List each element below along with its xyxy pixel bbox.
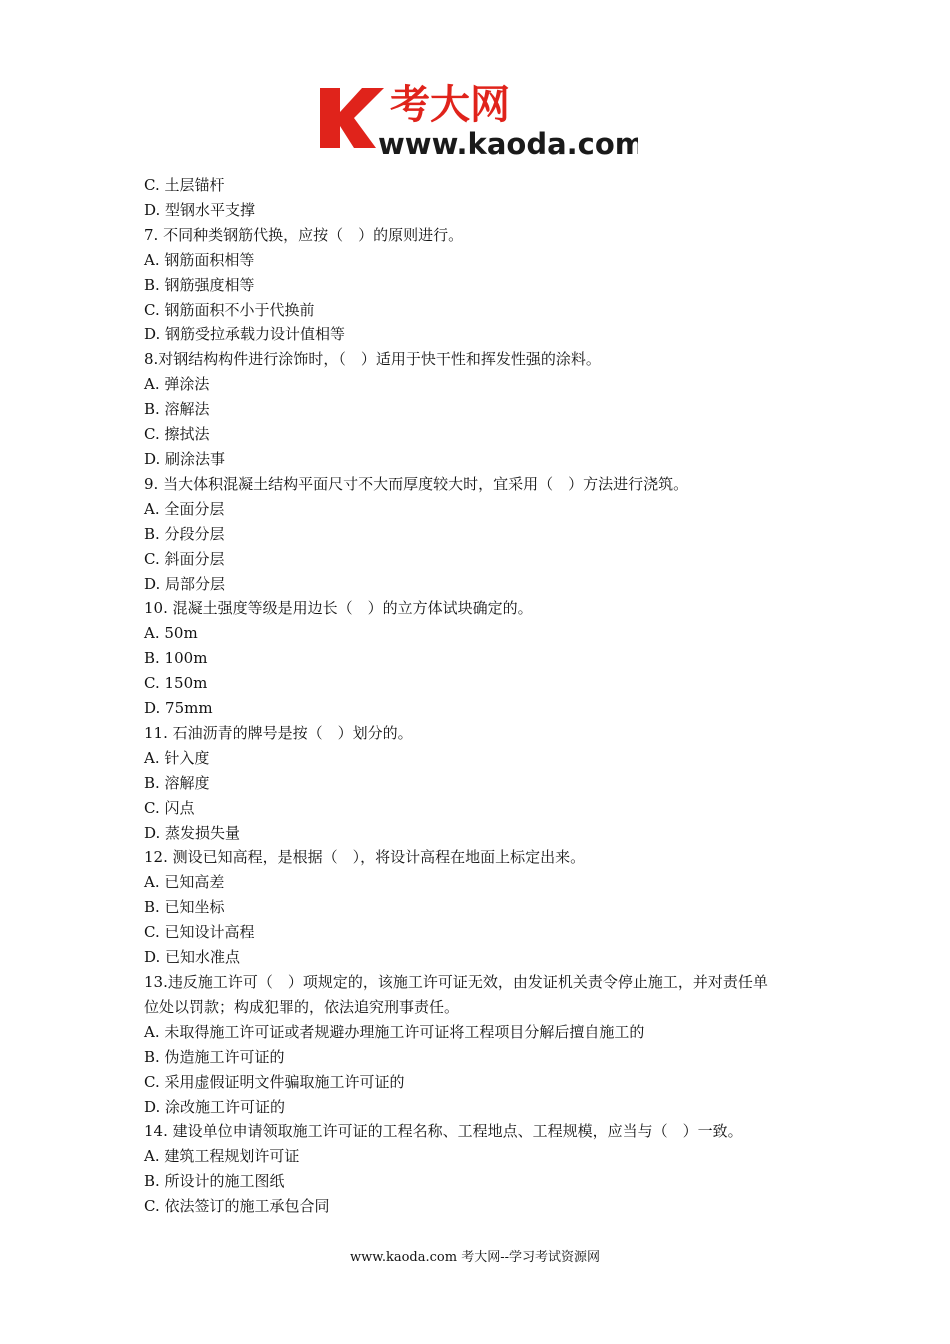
question-line: 11. 石油沥青的牌号是按（ ）划分的。: [144, 723, 413, 742]
option-line: B. 溶解度: [144, 773, 210, 792]
option-line: C. 依法签订的施工承包合同: [144, 1197, 330, 1216]
question-line: 10. 混凝土强度等级是用边长（ ）的立方体试块确定的。: [144, 599, 533, 618]
question-line: 14. 建设单位申请领取施工许可证的工程名称、工程地点、工程规模，应当与（ ）一致。: [144, 1122, 743, 1141]
kaoda-logo: [318, 82, 638, 158]
option-line: D. 蒸发损失量: [144, 823, 241, 842]
question-list: [144, 173, 814, 1219]
page-footer: www.kaoda.com 考大网--学习考试资源网: [350, 1250, 600, 1265]
option-line: C. 采用虚假证明文件骗取施工许可证的: [144, 1072, 405, 1091]
option-line: C. 斜面分层: [144, 549, 225, 568]
logo-brand-cn: 考大网: [390, 82, 510, 128]
option-line: A. 弹涂法: [144, 375, 210, 394]
kaoda-logo-icon: [318, 82, 638, 158]
option-line: A. 50m: [144, 624, 198, 643]
text-line: C. 土层锚杆: [144, 176, 225, 194]
option-line: C. 闪点: [144, 798, 195, 817]
option-line: D. 钢筋受拉承载力设计值相等: [144, 325, 346, 344]
option-line: B. 100m: [144, 649, 208, 668]
option-line: A. 全面分层: [144, 499, 225, 518]
text-line: D. 型钢水平支撑: [144, 200, 256, 219]
option-line: A. 钢筋面积相等: [144, 250, 255, 269]
option-line: B. 溶解法: [144, 400, 210, 419]
question-line: 13.违反施工许可（ ）项规定的，该施工许可证无效，由发证机关责令停止施工，并对责任单: [144, 973, 768, 991]
option-line: B. 所设计的施工图纸: [144, 1172, 285, 1191]
option-line: D. 刷涂法事: [144, 449, 226, 468]
option-line: A. 建筑工程规划许可证: [144, 1147, 300, 1166]
question-line: 12. 测设已知高程，是根据（ ），将设计高程在地面上标定出来。: [144, 848, 586, 867]
question-line: 8.对钢结构构件进行涂饰时，（ ）适用于快干性和挥发性强的涂料。: [144, 350, 601, 369]
option-line: D. 75mm: [144, 699, 213, 718]
option-line: B. 钢筋强度相等: [144, 275, 255, 294]
logo-brand-url: www.kaoda.com: [378, 127, 638, 158]
option-line: D. 已知水准点: [144, 948, 241, 967]
question-line: 9. 当大体积混凝土结构平面尺寸不大而厚度较大时，宜采用（ ）方法进行浇筑。: [144, 474, 689, 493]
question-line-continued: 位处以罚款；构成犯罪的，依法追究刑事责任。: [144, 997, 460, 1016]
option-line: B. 已知坐标: [144, 898, 225, 917]
option-line: D. 局部分层: [144, 574, 226, 593]
option-line: C. 150m: [144, 674, 208, 693]
option-line: C. 钢筋面积不小于代换前: [144, 300, 315, 319]
option-line: B. 分段分层: [144, 524, 225, 543]
option-line: D. 涂改施工许可证的: [144, 1097, 286, 1116]
option-line: A. 未取得施工许可证或者规避办理施工许可证将工程项目分解后擅自施工的: [144, 1022, 645, 1041]
option-line: C. 擦拭法: [144, 425, 210, 444]
question-line: 7. 不同种类钢筋代换，应按（ ）的原则进行。: [144, 225, 464, 244]
option-line: A. 针入度: [144, 748, 210, 767]
option-line: A. 已知高差: [144, 873, 225, 892]
option-line: B. 伪造施工许可证的: [144, 1047, 285, 1066]
option-line: C. 已知设计高程: [144, 923, 255, 942]
